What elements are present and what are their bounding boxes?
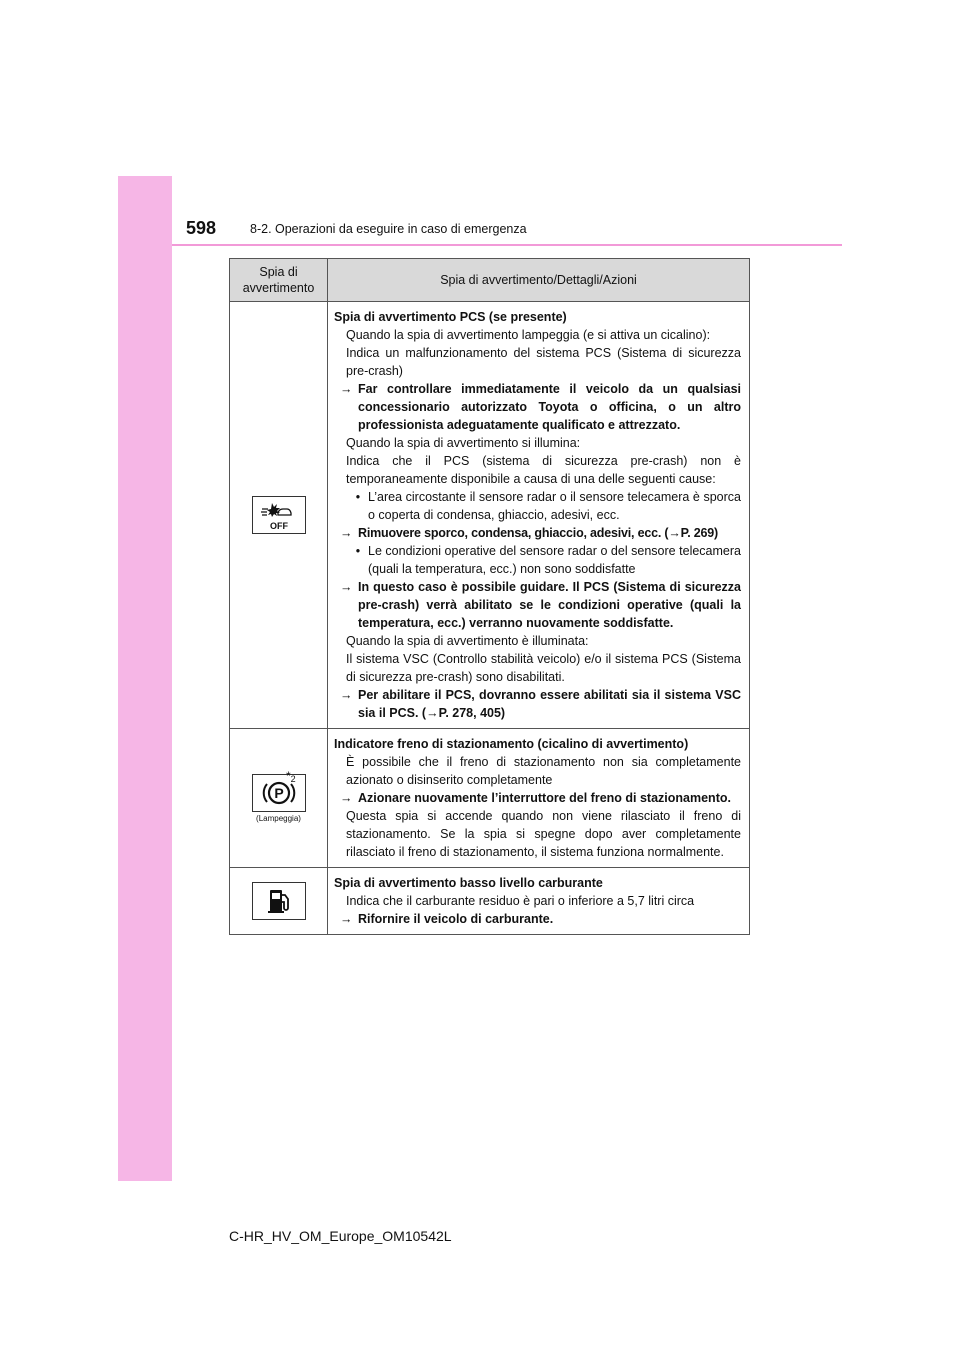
fuel-description xyxy=(328,868,750,935)
condition-text: Quando la spia di avvertimento si illumina: xyxy=(346,436,581,450)
action-label: Rifornire il veicolo di carburante. xyxy=(358,912,554,926)
footnote-star: * xyxy=(286,769,291,783)
parking-brake-description xyxy=(328,729,750,868)
action-label: Per abilitare il PCS, dovranno essere abilitati sia il sistema VSC sia il PCS. ( xyxy=(358,688,741,720)
arrow-icon: → xyxy=(340,382,353,396)
section-title: 8-2. Operazioni da eseguire in caso di emergenza xyxy=(250,222,527,236)
table-header-row xyxy=(230,259,750,302)
row-title: Spia di avvertimento PCS (se presente) xyxy=(334,310,567,324)
arrow-icon: → xyxy=(340,580,353,594)
row-title: Spia di avvertimento basso livello carburante xyxy=(334,876,603,890)
bullet-text: Le condizioni operative del sensore radar o del sensore telecamera (quali la temperatura, ecc.) non sono soddisfatte xyxy=(368,544,741,576)
table-row xyxy=(230,868,750,935)
icon-cell xyxy=(230,302,328,729)
pcs-description xyxy=(328,302,750,729)
meaning-text: Il sistema VSC (Controllo stabilità veicolo) e/o il sistema PCS (Sistema di sicurezza pre-crash) sono disabilitati. xyxy=(346,652,741,684)
pcs-off-icon xyxy=(252,496,306,534)
condition-text: Quando la spia di avvertimento è illuminata: xyxy=(346,634,589,648)
meaning-text: Indica un malfunzionamento del sistema PCS (Sistema di sicurezza pre-crash) xyxy=(346,346,741,378)
footnote-marker xyxy=(286,769,296,784)
bullet-item xyxy=(334,488,741,524)
action-text xyxy=(334,524,741,542)
condition-text: Quando la spia di avvertimento lampeggia (e si attiva un cicalino): xyxy=(346,328,711,342)
bullet-icon: • xyxy=(355,544,361,558)
meaning-text: Questa spia si accende quando non viene rilasciato il freno di stazionamento. Se la spia si spegne dopo aver completamente rilasciato il freno di stazionamento, il sistema funziona normalmente. xyxy=(346,809,741,859)
arrow-icon: → xyxy=(340,688,353,702)
parking-brake-icon xyxy=(252,774,306,812)
row-title: Indicatore freno di stazionamento (cicalino di avvertimento) xyxy=(334,737,689,751)
bullet-text: L’area circostante il sensore radar o il sensore telecamera è sporca o coperta di condensa, ghiaccio, adesivi, ecc. xyxy=(368,490,741,522)
bullet-item xyxy=(334,542,741,578)
header-details-actions: Spia di avvertimento/Dettagli/Azioni xyxy=(328,259,750,302)
meaning-text: È possibile che il freno di stazionamento non sia completamente azionato o disinserito completamente xyxy=(346,755,741,787)
action-label: Far controllare immediatamente il veicolo da un qualsiasi concessionario autorizzato Toyota o officina, o un altro professionista adeguatamente qualificato e attrezzato. xyxy=(358,382,741,432)
arrow-icon: → xyxy=(340,526,353,540)
arrow-icon: → xyxy=(668,526,681,540)
action-text xyxy=(334,910,741,928)
page-reference-link[interactable]: P. 278, 405) xyxy=(438,706,506,720)
icon-cell xyxy=(230,868,328,935)
arrow-icon: → xyxy=(340,791,353,805)
arrow-icon: → xyxy=(340,912,353,926)
action-text xyxy=(334,380,741,434)
arrow-icon: → xyxy=(426,706,439,720)
blink-note: (Lampeggia) xyxy=(256,813,301,823)
svg-text:OFF: OFF xyxy=(269,521,288,531)
header-divider xyxy=(172,244,842,246)
action-text xyxy=(334,789,741,807)
action-label: In questo caso è possibile guidare. Il PCS (Sistema di sicurezza pre-crash) verrà abilitato se le condizioni operative (quali la temperatura, ecc.) verranno nuovamente soddisfatte. xyxy=(358,580,741,630)
chapter-tab-bar xyxy=(118,176,172,1181)
table-row xyxy=(230,729,750,868)
svg-text:P: P xyxy=(273,784,284,801)
meaning-text: Indica che il carburante residuo è pari o inferiore a 5,7 litri circa xyxy=(346,894,695,908)
page-reference-link[interactable]: P. 269) xyxy=(680,526,718,540)
fuel-pump-icon xyxy=(252,882,306,920)
action-text xyxy=(334,578,741,632)
page-number: 598 xyxy=(186,218,217,238)
header-warning-light: Spia di avvertimento xyxy=(230,259,328,302)
meaning-text: Indica che il PCS (sistema di sicurezza pre-crash) non è temporaneamente disponibile a causa di una delle seguenti cause: xyxy=(346,454,741,486)
action-text xyxy=(334,686,741,722)
table-row xyxy=(230,302,750,729)
action-label: Azionare nuovamente l’interruttore del freno di stazionamento. xyxy=(358,791,731,805)
document-code: C-HR_HV_OM_Europe_OM10542L xyxy=(229,1228,452,1244)
footnote-number: 2 xyxy=(290,774,296,784)
bullet-icon: • xyxy=(355,490,361,504)
warning-lights-table xyxy=(229,258,750,935)
action-label: Rimuovere sporco, condensa, ghiaccio, adesivi, ecc. ( xyxy=(358,526,669,540)
icon-cell xyxy=(230,729,328,868)
